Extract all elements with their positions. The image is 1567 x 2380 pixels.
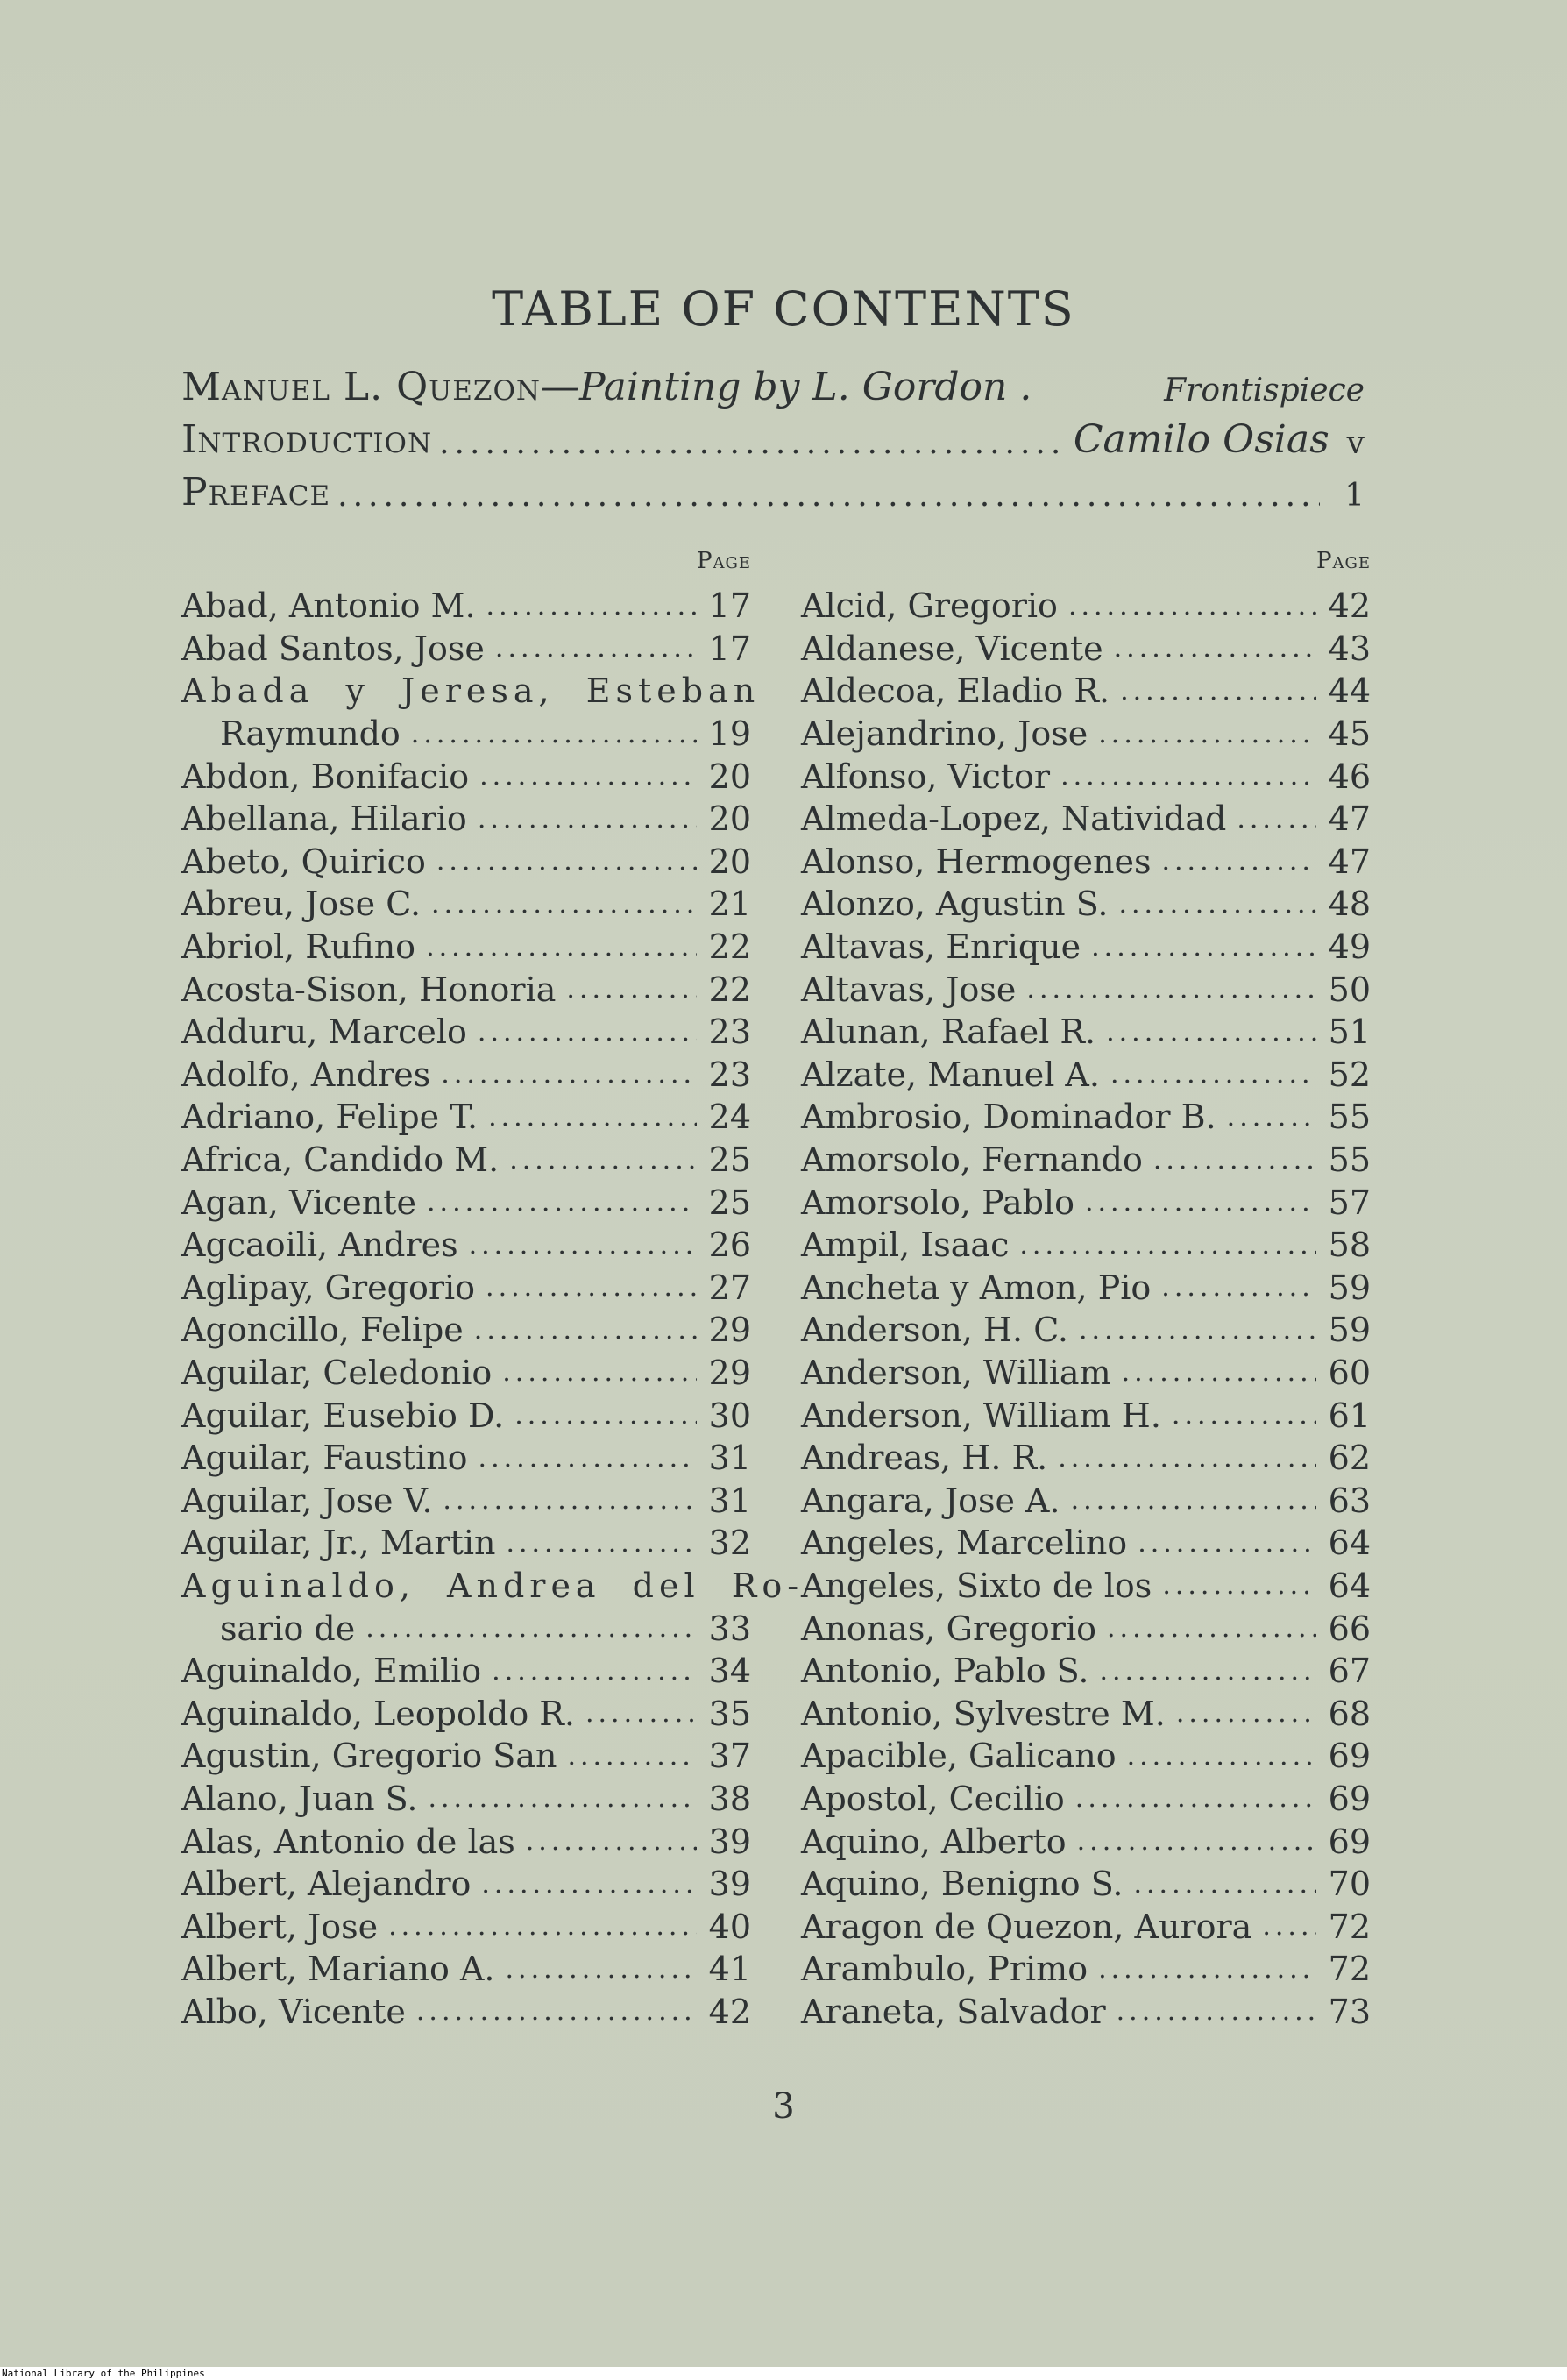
list-item [181,1565,805,1608]
entry-name: Alcid, Gregorio [801,586,1058,626]
front-label: Introduction [181,417,433,462]
list-item [181,1267,751,1310]
index-column-left [181,548,805,2033]
leader-dots [474,1315,697,1346]
leader-dots [388,1911,697,1942]
leader-dots [427,1187,697,1218]
entry-page: 48 [1328,885,1371,924]
page-column-heading: Page [1315,548,1371,574]
leader-dots [478,1017,697,1048]
list-item [801,755,1371,798]
list-item [181,1991,751,2034]
leader-dots [1162,1570,1316,1601]
front-matter-preface [181,458,1365,515]
entry-page: 46 [1328,757,1371,796]
entry-page: 57 [1328,1183,1371,1222]
entry-name: Raymundo [220,714,401,754]
entry-page: 31 [708,1481,751,1520]
leader-dots [431,889,697,920]
list-item [181,1607,751,1650]
entry-name: Apacible, Galicano [801,1737,1117,1776]
leader-dots [1098,1954,1316,1985]
leader-dots [1071,1485,1316,1516]
entry-page: 20 [708,799,751,839]
list-item [181,1181,751,1224]
leader-dots [585,1698,697,1729]
entry-page: 31 [708,1439,751,1478]
leader-dots [1058,1443,1316,1474]
list-item [181,1054,751,1097]
list-item [801,1948,1371,1991]
leader-dots [526,1826,697,1857]
entry-name: Alejandrino, Jose [801,714,1088,754]
list-item [801,1905,1371,1948]
entry-name: Anderson, H. C. [801,1311,1069,1350]
leader-dots [1077,1826,1316,1857]
entry-page: 29 [708,1353,751,1392]
list-item [801,968,1371,1011]
list-item [181,1224,751,1267]
list-item [181,841,751,884]
entry-name: Abad, Antonio M. [181,586,476,626]
leader-dots [1107,1613,1316,1644]
entry-page: 64 [1328,1566,1371,1605]
entry-name: Adriano, Felipe T. [181,1098,479,1137]
leader-dots [1161,846,1316,877]
leader-dots [488,1102,697,1133]
list-item [801,926,1371,969]
entry-name: Abada y Jeresa, Esteban [181,671,761,711]
entry-name: Alunan, Rafael R. [801,1012,1096,1052]
entry-name: Araneta, Salvador [801,1992,1106,2031]
list-item [801,1607,1371,1650]
list-item [801,1224,1371,1267]
list-item [181,883,751,926]
entry-name: Aguilar, Eusebio D. [181,1396,505,1435]
list-item [181,1309,751,1352]
entry-page: 50 [1328,970,1371,1009]
entry-page: 69 [1328,1779,1371,1818]
list-item [181,1820,751,1863]
leader-dots [1118,889,1316,920]
leader-dots [1127,1741,1316,1772]
entry-page: 47 [1328,799,1371,839]
list-item [801,1522,1371,1565]
entry-name: Aguinaldo, Leopoldo R. [181,1694,575,1733]
leader-dots [495,633,697,664]
entry-page: 62 [1328,1439,1371,1478]
entry-page: 47 [1328,842,1371,881]
list-item [801,585,1371,628]
entry-list [181,585,805,2033]
entry-name: Antonio, Pablo S. [801,1652,1089,1691]
list-item [801,670,1371,713]
list-item [181,585,751,628]
entry-name: Agustin, Gregorio San [181,1737,557,1776]
entry-name: Antonio, Sylvestre M. [801,1694,1166,1733]
list-item [181,926,751,969]
entry-page: 43 [1328,629,1371,668]
entry-name: Aguilar, Jose V. [181,1481,433,1520]
leader-dots [1138,1528,1316,1559]
entry-name: Aguinaldo, Emilio [181,1652,482,1691]
entry-name: Altavas, Jose [801,970,1017,1009]
list-item [801,1565,1371,1608]
leader-dots [1091,932,1316,963]
list-item [801,1437,1371,1480]
page-number: 3 [772,2086,795,2127]
list-item [801,1054,1371,1097]
list-item [801,1479,1371,1522]
entry-page: 73 [1328,1992,1371,2031]
entry-page: 59 [1328,1311,1371,1350]
entry-name: Alonso, Hermogenes [801,842,1152,881]
leader-dots [443,1485,697,1516]
entry-name: Aragon de Quezon, Aurora [801,1907,1252,1946]
entry-page: 17 [708,629,751,668]
entry-page: 72 [1328,1950,1371,1989]
list-item [181,798,751,841]
entry-name: Africa, Candido M. [181,1140,500,1180]
entry-page: 37 [708,1737,751,1776]
leader-dots [439,428,1067,459]
list-item [181,713,751,756]
leader-dots [1117,1996,1316,2027]
entry-name: Abriol, Rufino [181,927,416,967]
list-item [801,1863,1371,1906]
entry-name: Ampil, Isaac [801,1226,1010,1265]
entry-page: 29 [708,1311,751,1350]
entry-page: 60 [1328,1353,1371,1392]
entry-name: Adduru, Marcelo [181,1012,467,1052]
leader-dots [1099,1656,1316,1687]
front-italic: Camilo Osias [1073,417,1329,462]
list-item [181,1905,751,1948]
entry-name: Alano, Juan S. [181,1779,418,1818]
entry-page: 38 [708,1779,751,1818]
entry-name: sario de [220,1609,356,1648]
footer-credit: National Library of the Philippines [0,2367,1567,2380]
list-item [181,1352,751,1395]
entry-page: 33 [708,1609,751,1648]
leader-dots [567,1741,697,1772]
list-item [801,1735,1371,1778]
entry-page: 64 [1328,1524,1371,1563]
entry-name: Alas, Antonio de las [181,1822,515,1861]
entry-name: Acosta-Sison, Honoria [181,970,557,1009]
leader-dots [502,1357,697,1388]
entry-page: 55 [1328,1140,1371,1180]
list-item [181,1948,751,1991]
list-item [801,883,1371,926]
front-italic: —Painting by L. Gordon . [541,365,1032,409]
index-column-right [801,548,1371,2033]
list-item [801,1139,1371,1182]
entry-name: Albert, Mariano A. [181,1950,495,1989]
entry-page: 21 [708,885,751,924]
entry-name: Adolfo, Andres [181,1055,431,1094]
entry-name: Anonas, Gregorio [801,1609,1096,1648]
list-item [801,1692,1371,1735]
list-item [181,670,761,713]
leader-dots [486,591,697,622]
front-matter-introduction [181,405,1365,462]
entry-page: 41 [708,1950,751,1989]
list-item [801,1778,1371,1821]
leader-dots [1079,1315,1316,1346]
entry-name: Ambrosio, Dominador B. [801,1098,1216,1137]
entry-name: Alzate, Manuel A. [801,1055,1100,1094]
entry-page: 63 [1328,1481,1371,1520]
list-item [181,1437,751,1480]
entry-name: Agan, Vicente [181,1183,416,1222]
leader-dots [481,1869,697,1900]
leader-dots [506,1528,697,1559]
list-item [801,1991,1371,2034]
list-item [181,1650,751,1693]
entry-name: Abdon, Bonifacio [181,757,470,796]
leader-dots [1237,804,1316,835]
entry-page: 30 [708,1396,751,1435]
leader-dots [506,1954,698,1985]
leader-dots [1110,1059,1316,1090]
entry-name: Amorsolo, Fernando [801,1140,1143,1180]
leader-dots [469,1230,697,1261]
page-title: TABLE OF CONTENTS [492,281,1075,337]
entry-page: 42 [708,1992,751,2031]
list-item [801,1820,1371,1863]
entry-page: 51 [1328,1012,1371,1052]
entry-list [801,585,1371,2033]
list-item [801,1096,1371,1139]
entry-page: 70 [1328,1865,1371,1904]
entry-name: Aquino, Benigno S. [801,1865,1124,1904]
leader-dots [1114,633,1316,664]
leader-dots [478,804,697,835]
entry-name: Albert, Jose [181,1907,379,1946]
leader-dots [1172,1400,1316,1431]
entry-name: Agoncillo, Felipe [181,1311,464,1350]
entry-page: 58 [1328,1226,1371,1265]
list-item [801,841,1371,884]
list-item [801,798,1371,841]
leader-dots [486,1272,697,1303]
leader-dots [411,719,697,750]
front-matter-frontispiece [181,352,1365,407]
entry-page: 27 [708,1268,751,1307]
entry-page: 39 [708,1865,751,1904]
leader-dots [479,761,697,792]
entry-name: Angeles, Sixto de los [801,1566,1152,1605]
entry-name: Alfonso, Victor [801,757,1051,796]
entry-name: Angeles, Marcelino [801,1524,1128,1563]
entry-page: 25 [708,1140,751,1180]
list-item [181,1692,751,1735]
leader-dots [1019,1230,1316,1261]
list-item [181,968,751,1011]
entry-page: 24 [708,1098,751,1137]
entry-name: Aquino, Alberto [801,1822,1067,1861]
front-label: Preface [181,470,331,515]
list-item [801,1394,1371,1437]
leader-dots [479,1443,697,1474]
leader-dots [1098,719,1316,750]
list-item [801,1650,1371,1693]
front-label: Manuel L. Quezon [181,365,541,409]
entry-name: Aglipay, Gregorio [181,1268,476,1307]
entry-name: Anderson, William H. [801,1396,1161,1435]
list-item [801,1267,1371,1310]
entry-page: 39 [708,1822,751,1861]
entry-name: Aguilar, Faustino [181,1439,468,1478]
page-column-heading: Page [696,548,751,574]
list-item [801,1011,1371,1054]
entry-name: Agcaoili, Andres [181,1226,458,1265]
leader-dots [428,1783,697,1814]
entry-page: 26 [708,1226,751,1265]
list-item [181,1394,751,1437]
entry-page: 17 [708,586,751,626]
entry-page: 35 [708,1694,751,1733]
leader-dots [509,1145,697,1176]
list-item [181,1479,751,1522]
entry-name: Ancheta y Amon, Pio [801,1268,1152,1307]
entry-page: 55 [1328,1098,1371,1137]
entry-page: 22 [708,927,751,967]
entry-name: Aldanese, Vicente [801,629,1103,668]
entry-name: Abeto, Quirico [181,842,426,881]
entry-page: 32 [708,1524,751,1563]
entry-name: Aldecoa, Eladio R. [801,671,1110,711]
entry-page: 42 [1328,586,1371,626]
list-item [181,1863,751,1906]
entry-page: 67 [1328,1652,1371,1691]
entry-page: 23 [708,1012,751,1052]
list-item [181,1735,751,1778]
entry-page: 59 [1328,1268,1371,1307]
list-item [181,1522,751,1565]
leader-dots [566,974,697,1005]
leader-dots [436,846,697,877]
leader-dots [1153,1145,1316,1176]
entry-page: 52 [1328,1055,1371,1094]
leader-dots [1060,761,1316,792]
list-item [181,1011,751,1054]
entry-page: 66 [1328,1609,1371,1648]
leader-dots [1176,1698,1316,1729]
entry-page: 34 [708,1652,751,1691]
leader-dots [1075,1783,1316,1814]
entry-name: Alonzo, Agustin S. [801,885,1109,924]
entry-page: 61 [1328,1396,1371,1435]
entry-page: 72 [1328,1907,1371,1946]
entry-page: 22 [708,970,751,1009]
leader-dots [441,1059,697,1090]
list-item [801,1352,1371,1395]
list-item [801,713,1371,756]
entry-name: Abreu, Jose C. [181,885,422,924]
list-item [181,1139,751,1182]
list-item [181,755,751,798]
front-page: 1 [1344,478,1365,514]
entry-name: Albert, Alejandro [181,1865,472,1904]
leader-dots [1026,974,1316,1005]
leader-dots [1106,1017,1316,1048]
leader-dots [1227,1102,1316,1133]
entry-name: Arambulo, Primo [801,1950,1088,1989]
entry-name: Altavas, Enrique [801,927,1081,967]
leader-dots [1068,591,1316,622]
leader-dots [1161,1272,1316,1303]
list-item [801,1309,1371,1352]
entry-page: 23 [708,1055,751,1094]
entry-name: Angara, Jose A. [801,1481,1060,1520]
entry-page: 20 [708,757,751,796]
entry-name: Abellana, Hilario [181,799,467,839]
list-item [801,1181,1371,1224]
entry-page: 49 [1328,927,1371,967]
entry-name: Aguilar, Jr., Martin [181,1524,496,1563]
list-item [181,628,751,671]
list-item [801,628,1371,671]
entry-page: 44 [1328,671,1371,711]
leader-dots [1133,1869,1316,1900]
leader-dots [1085,1187,1316,1218]
entry-page: 40 [708,1907,751,1946]
leader-dots [1122,1357,1316,1388]
list-item [181,1096,751,1139]
entry-name: Apostol, Cecilio [801,1779,1065,1818]
entry-page: 25 [708,1183,751,1222]
leader-dots [365,1613,697,1644]
entry-name: Amorsolo, Pablo [801,1183,1074,1222]
entry-name: Aguinaldo, Andrea del Ro- [181,1566,805,1605]
leader-dots [492,1656,697,1687]
front-page: Frontispiece [1164,373,1365,409]
front-page: v [1346,425,1365,461]
entry-page: 20 [708,842,751,881]
leader-dots [426,932,697,963]
entry-page: 69 [1328,1822,1371,1861]
entry-name: Almeda-Lopez, Natividad [801,799,1227,839]
entry-name: Abad Santos, Jose [181,629,485,668]
entry-name: Andreas, H. R. [801,1439,1048,1478]
entry-name: Aguilar, Celedonio [181,1353,493,1392]
entry-page: 68 [1328,1694,1371,1733]
leader-dots [337,480,1320,512]
entry-page: 69 [1328,1737,1371,1776]
leader-dots [514,1400,697,1431]
leader-dots [1120,676,1316,707]
entry-page: 45 [1328,714,1371,754]
leader-dots [416,1996,697,2027]
entry-name: Albo, Vicente [181,1992,406,2031]
leader-dots [1262,1911,1316,1942]
entry-name: Anderson, William [801,1353,1111,1392]
entry-page: 19 [708,714,751,754]
list-item [181,1778,751,1821]
